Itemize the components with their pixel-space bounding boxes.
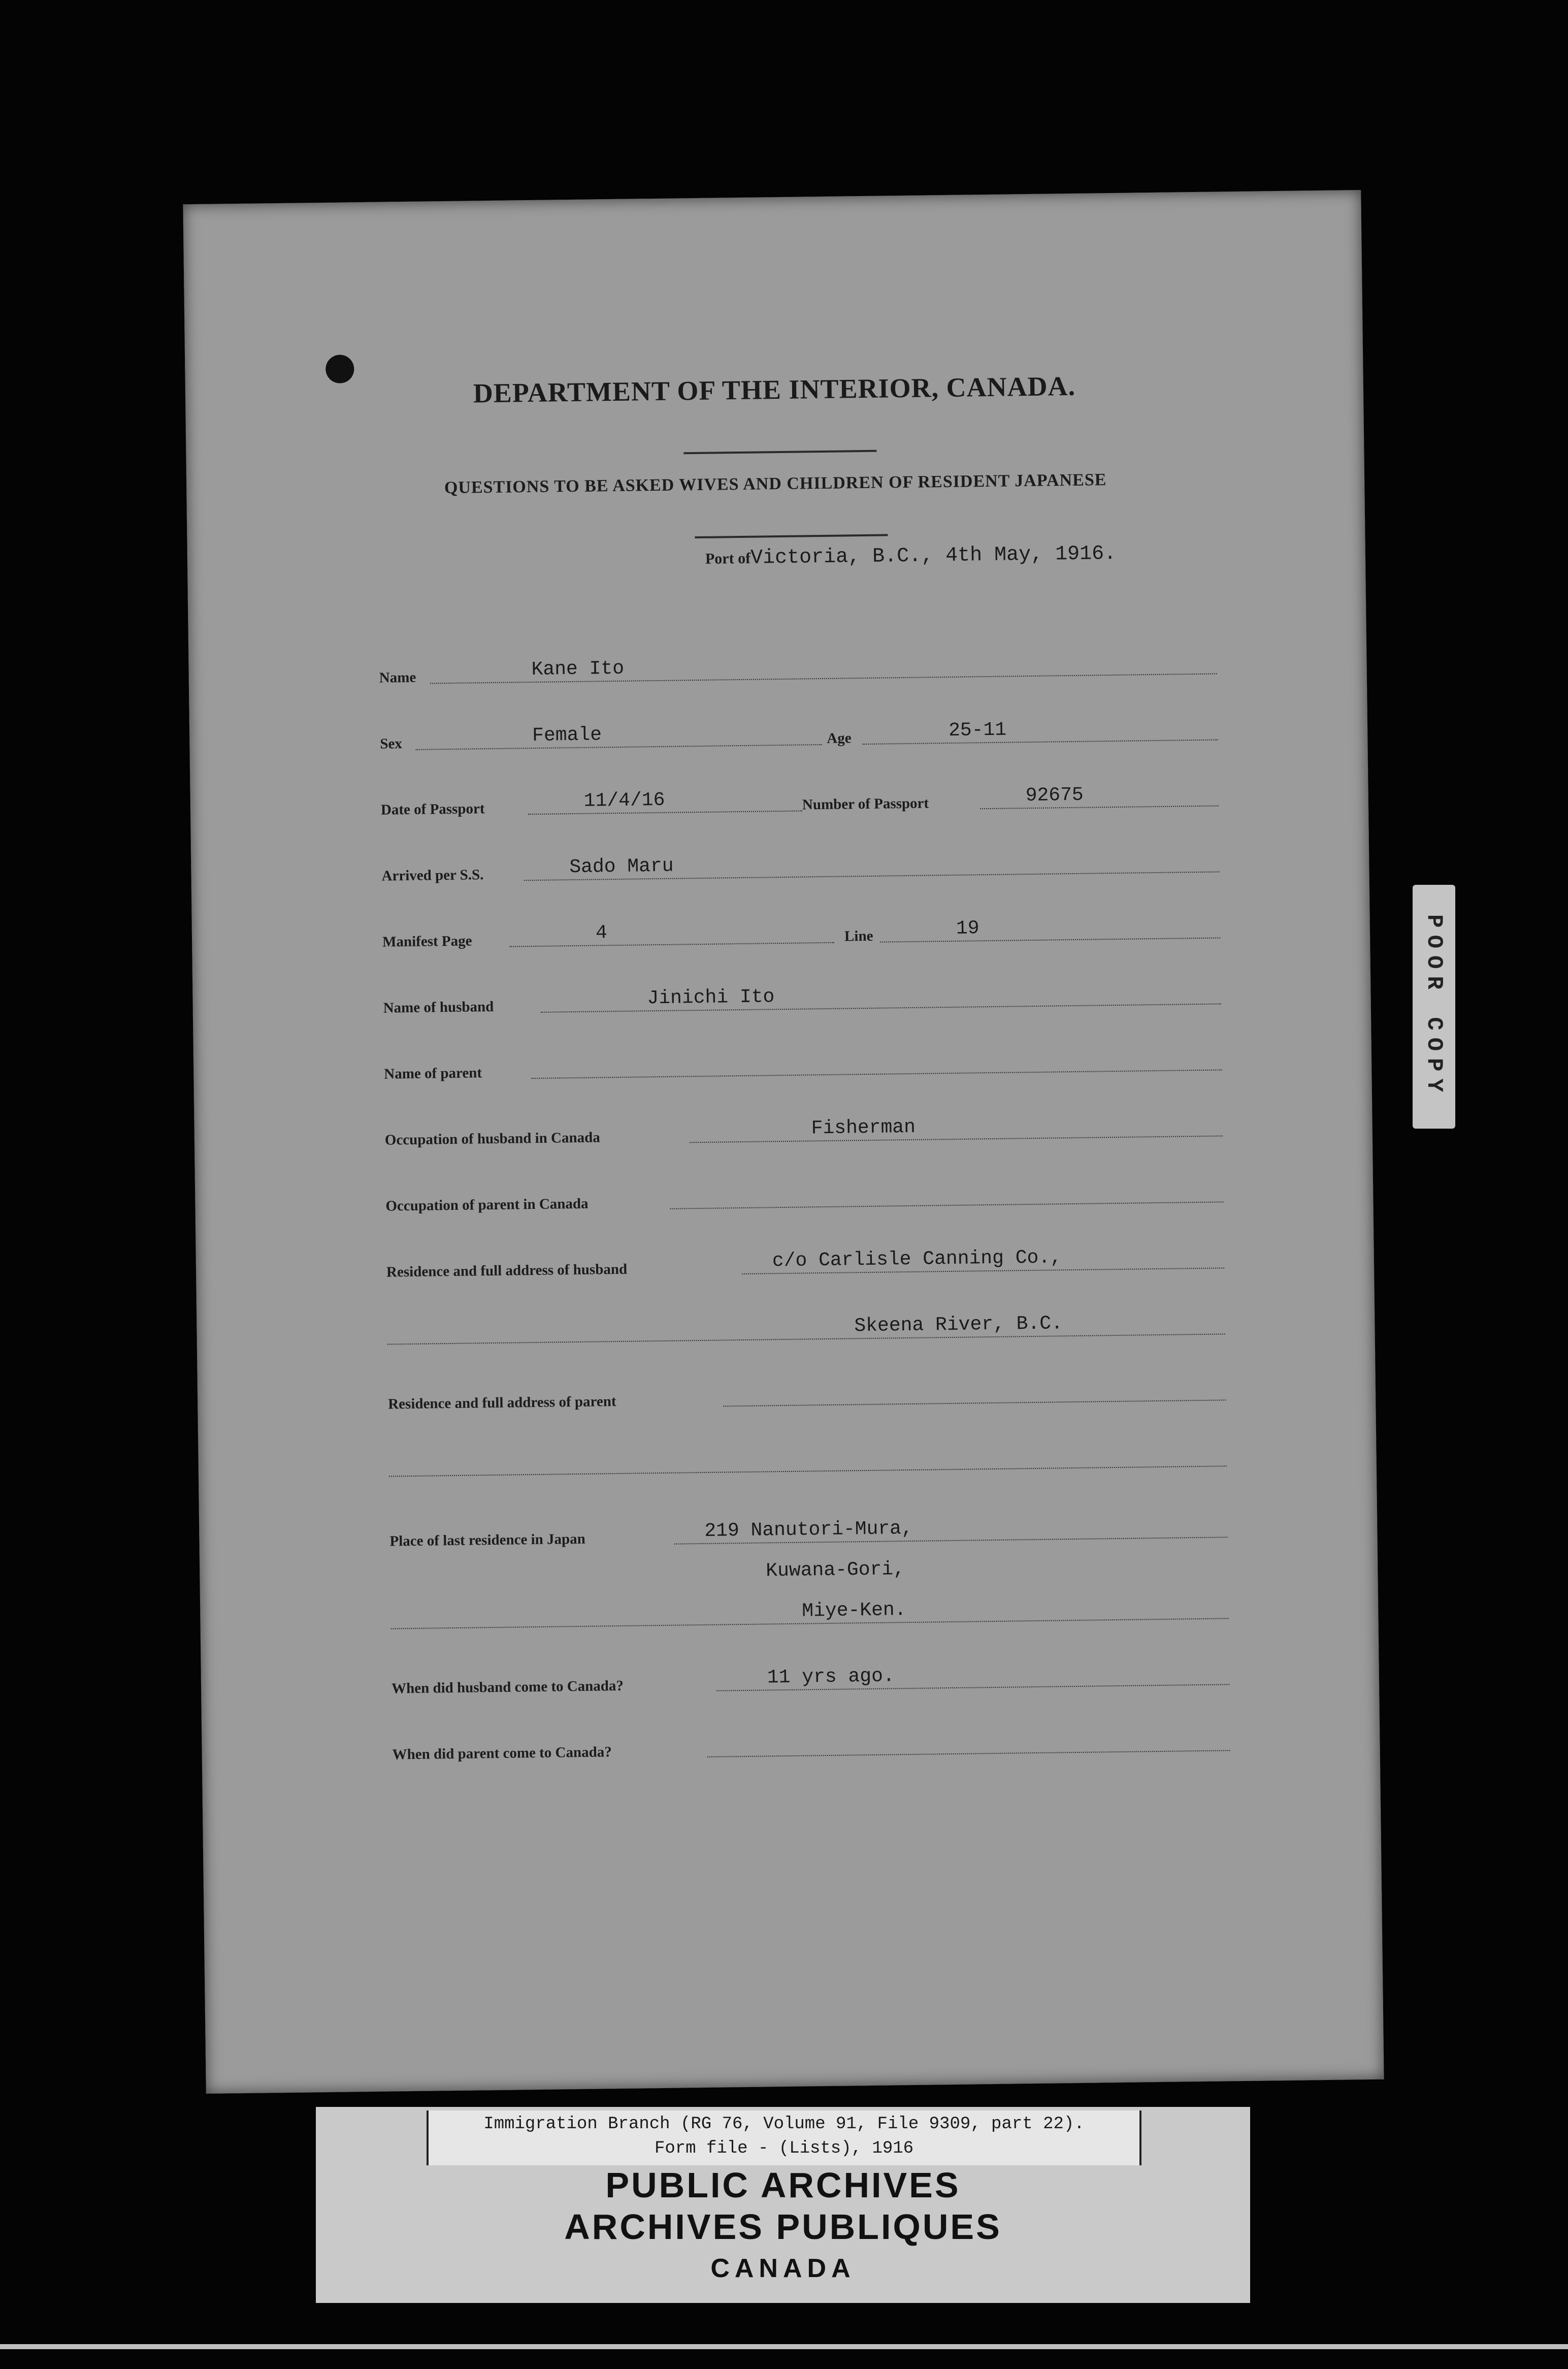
- manifest-page-value: 4: [595, 922, 608, 944]
- parent-came-label: When did parent come to Canada?: [392, 1744, 612, 1763]
- arrived-per-label: Arrived per S.S.: [381, 867, 484, 884]
- row-arrived: [381, 847, 1220, 887]
- form-subtitle: QUESTIONS TO BE ASKED WIVES AND CHILDREN OF RESIDENT JAPANESE: [444, 470, 1107, 498]
- row-passport: [381, 781, 1219, 821]
- occupation-parent-label: Occupation of parent in Canada: [385, 1195, 589, 1214]
- residence-husband-value: c/o Carlisle Canning Co.,: [772, 1246, 1062, 1272]
- parent-came-line: [707, 1750, 1230, 1757]
- residence-husband-value-2: Skeena River, B.C.: [854, 1312, 1063, 1337]
- row-sex-age: [380, 715, 1218, 755]
- name-of-husband-line: [541, 1003, 1221, 1012]
- occupation-husband-value: Fisherman: [811, 1116, 916, 1140]
- archive-reference-card: [427, 2110, 1141, 2165]
- last-residence-value-2: Kuwana-Gori,: [766, 1558, 905, 1582]
- subtitle-rule: [695, 534, 888, 538]
- age-label: Age: [827, 730, 852, 747]
- number-of-passport-label: Number of Passport: [802, 795, 929, 813]
- last-residence-value: 219 Nanutori-Mura,: [704, 1517, 913, 1542]
- name-label: Name: [379, 669, 416, 686]
- row-husband: [383, 979, 1221, 1019]
- last-residence-value-3: Miye-Ken.: [802, 1599, 906, 1622]
- archives-stamp-english: PUBLIC ARCHIVES: [605, 2165, 961, 2205]
- archives-stamp-canada: CANADA: [710, 2254, 856, 2283]
- row-occupation-husband: [384, 1111, 1223, 1151]
- occupation-husband-label: Occupation of husband in Canada: [384, 1129, 600, 1148]
- film-edge: [0, 2344, 1568, 2349]
- row-name: [379, 649, 1217, 690]
- port-label: Port of: [705, 550, 751, 567]
- row-last-residence-3: [390, 1593, 1229, 1634]
- name-of-husband-label: Name of husband: [383, 998, 494, 1016]
- row-residence-husband: [386, 1243, 1225, 1284]
- arrived-per-value: Sado Maru: [569, 855, 674, 879]
- line-label: Line: [844, 927, 873, 945]
- port-year-suffix: 6.: [1091, 542, 1117, 566]
- row-manifest: [382, 913, 1221, 953]
- date-of-passport-value: 11/4/16: [583, 789, 665, 812]
- date-of-passport-label: Date of Passport: [380, 801, 485, 818]
- age-value: 25-11: [948, 719, 1007, 742]
- row-last-residence-2: [390, 1553, 1228, 1593]
- occupation-husband-line: [690, 1135, 1223, 1143]
- sex-value: Female: [532, 724, 602, 747]
- number-of-passport-value: 92675: [1025, 784, 1084, 807]
- row-residence-parent-2: [388, 1441, 1227, 1482]
- line-line: [880, 937, 1220, 942]
- residence-husband-label: Residence and full address of husband: [386, 1261, 628, 1280]
- archive-reference-line-1: Immigration Branch (RG 76, Volume 91, File 9309, part 22).: [483, 2115, 1085, 2134]
- port-value: Victoria, B.C., 4th May, 191: [750, 542, 1092, 570]
- age-line: [862, 739, 1218, 745]
- husband-came-label: When did husband come to Canada?: [391, 1677, 624, 1697]
- line-value: 19: [956, 917, 979, 940]
- row-parent-came: [392, 1725, 1230, 1766]
- last-residence-label: Place of last residence in Japan: [389, 1530, 586, 1550]
- residence-husband-line-2: [387, 1333, 1225, 1344]
- residence-parent-label: Residence and full address of parent: [388, 1393, 616, 1413]
- sex-label: Sex: [380, 735, 403, 752]
- name-of-parent-label: Name of parent: [384, 1065, 482, 1082]
- sex-line: [415, 744, 822, 750]
- name-value: Kane Ito: [531, 657, 625, 681]
- archives-stamp-french: ARCHIVES PUBLIQUES: [564, 2207, 1002, 2247]
- poor-copy-text: POOR COPY: [1421, 914, 1447, 1099]
- manifest-page-label: Manifest Page: [382, 933, 472, 950]
- husband-came-value: 11 yrs ago.: [767, 1665, 895, 1689]
- row-residence-parent: [388, 1375, 1226, 1416]
- date-of-passport-line: [528, 810, 802, 815]
- row-husband-came: [391, 1659, 1230, 1700]
- row-occupation-parent: [385, 1177, 1224, 1218]
- row-parent: [384, 1045, 1222, 1085]
- row-residence-husband-2: [387, 1309, 1225, 1350]
- department-title: DEPARTMENT OF THE INTERIOR, CANADA.: [473, 370, 1076, 409]
- residence-parent-line: [723, 1399, 1226, 1406]
- poor-copy-tag: [1413, 885, 1455, 1129]
- occupation-parent-line: [670, 1201, 1224, 1209]
- title-rule: [683, 450, 876, 455]
- number-of-passport-line: [980, 805, 1219, 809]
- row-last-residence: [389, 1512, 1228, 1553]
- name-of-parent-line: [531, 1069, 1222, 1079]
- port-line: [705, 542, 1117, 570]
- document-page: [183, 190, 1384, 2094]
- name-of-husband-value: Jinichi Ito: [647, 986, 775, 1010]
- manifest-page-line: [509, 942, 834, 947]
- archive-reference-line-2: Form file - (Lists), 1916: [654, 2139, 914, 2158]
- residence-parent-line-2: [389, 1465, 1227, 1477]
